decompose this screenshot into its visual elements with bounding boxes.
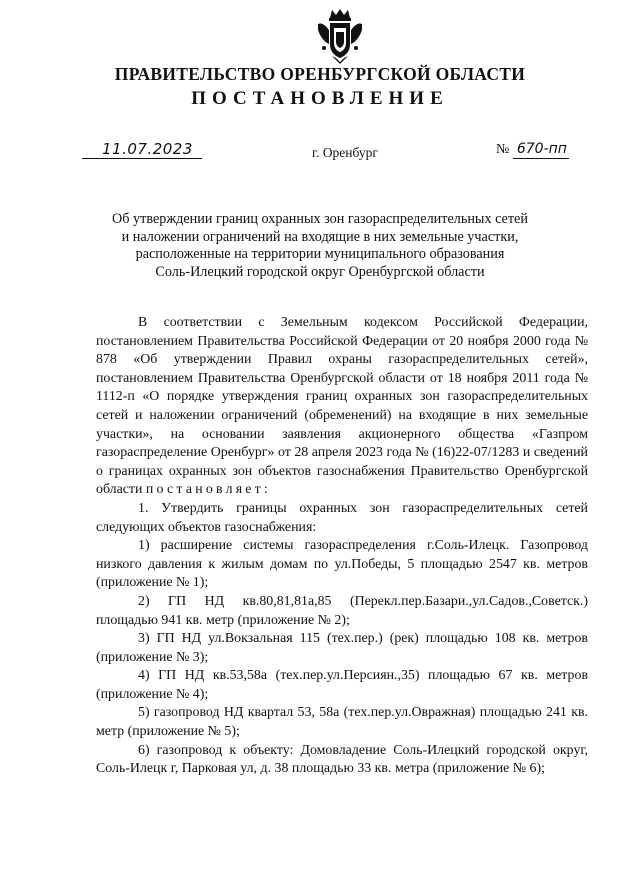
title-line: и наложении ограничений на входящие в них земельные участки, [121,228,519,245]
list-item: 3) ГП НД ул.Вокзальная 115 (тех.пер.) (рек) площадью 108 кв. метров (приложение № 3); [96,631,588,665]
number-prefix: № [496,142,510,157]
list-item: 6) газопровод к объекту: Домовладение Соль-Илецкий городской округ, Соль-Илецк г, Парковая ул, д. 38 площадью 33 кв. метра (приложение № 6); [96,742,588,777]
decree-city: г. Оренбург [312,145,378,160]
list-item: 2) ГП НД кв.80,81,81а,85 (Перекл.пер.Базари.,ул.Садов.,Советск.) площадью 941 кв. метр (приложение № 2); [96,593,588,628]
title-line: Об утверждении границ охранных зон газораспределительных сетей [112,211,528,227]
title-line: Соль-Илецкий городской округ Оренбургской области [155,263,485,280]
resolves-word: постановляет: [145,482,271,498]
document-body [96,314,588,779]
preamble-text: В соответствии с Земельным кодексом Российской Федерации, постановлением Правительства Российской Федерации от 20 ноября 2000 года № 878 «Об утверждении Правил охраны газораспределительных сетей», постановлением Правительства Оренбургской области от 18 ноября 2011 года № 1112-п «О порядке утверждения границ охранных зон газораспределительных сетей и наложении ограничений (обременений) на входящие в них земельные участки», на основании заявления акционерного общества «Газпром газораспределение Оренбург» от 28 апреля 2023 года № (16)22-07/1283 и сведений о границах охранных зон объектов газоснабжения Правительство Оренбургской области [96,315,588,498]
list-item: 1) расширение системы газораспределения г.Соль-Илецк. Газопровод низкого давления к жилым домам по ул.Победы, 5 площадью 2547 кв. метров (приложение № 1); [96,538,588,591]
document-type: ПОСТАНОВЛЕНИЕ [191,88,449,109]
list-item: 4) ГП НД кв.53,58а (тех.пер.ул.Персиян.,35) площадью 67 кв. метров (приложение № 4); [96,668,588,702]
number-value: 670-пп [513,140,569,159]
decree-number [496,140,569,159]
document-title [90,211,550,281]
decree-date: 11.07.2023 [82,140,202,159]
coat-of-arms-icon [312,8,368,66]
list-item: 1. Утвердить границы охранных зон газораспределительных сетей следующих объектов газоснабжения: [96,500,588,535]
organization-title: ПРАВИТЕЛЬСТВО ОРЕНБУРГСКОЙ ОБЛАСТИ [114,64,526,84]
title-line: расположенные на территории муниципального образования [135,246,505,263]
preamble-paragraph [96,314,588,500]
list-item: 5) газопровод НД квартал 53, 58а (тех.пер.ул.Овражная) площадью 241 кв. метр (приложение № 5); [96,705,588,740]
